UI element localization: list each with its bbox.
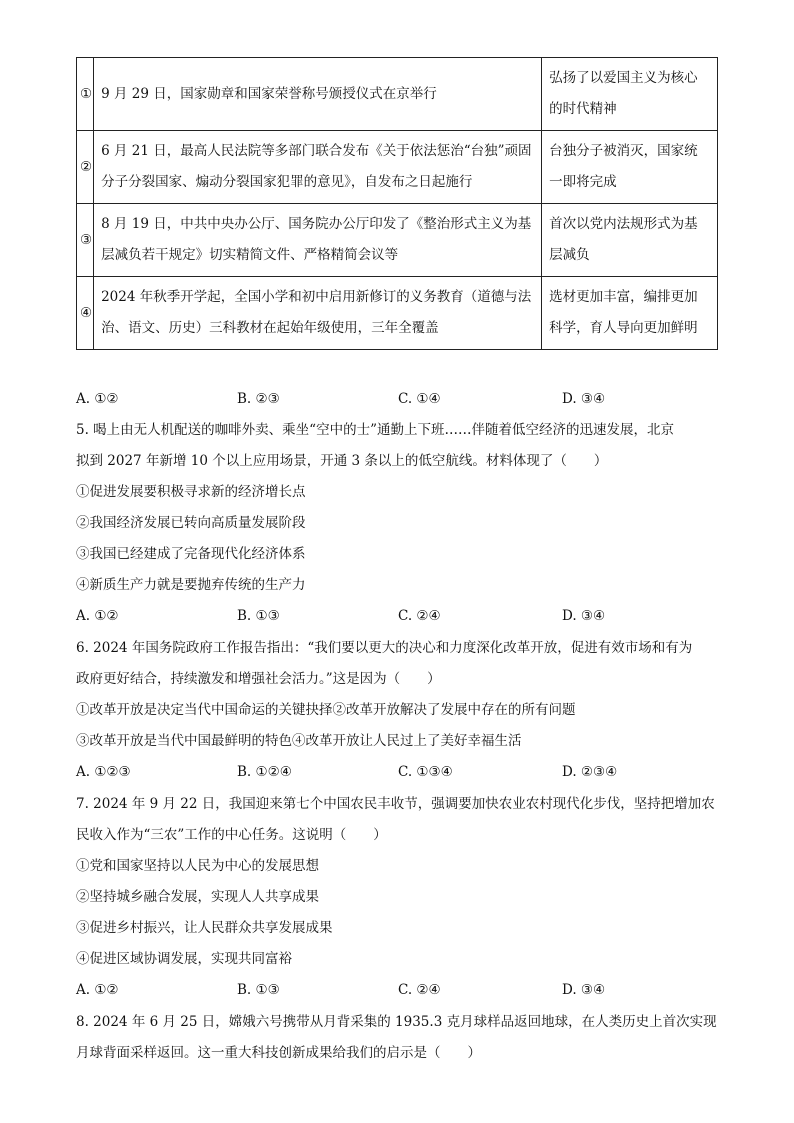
option-d[interactable]: D. ②③④ (562, 764, 618, 780)
question-8-stem: 8. 2024 年 6 月 25 日，嫦娥六号携带从月背采集的 1935.3 克月球样品返回地球，在人类历史上首次实现 (76, 1014, 717, 1030)
row-number: ① (77, 58, 94, 131)
q4-options (76, 389, 718, 409)
q6-item-1: ①改革开放是决定当代中国命运的关键抉择②改革开放解决了发展中存在的所有问题 (76, 702, 576, 718)
meaning-cell: 选材更加丰富，编排更加科学，育人导向更加鲜明 (542, 277, 718, 350)
q5-item-2: ②我国经济发展已转向高质量发展阶段 (76, 515, 306, 531)
meaning-cell: 台独分子被消灭，国家统一即将完成 (542, 131, 718, 204)
meaning-cell: 弘扬了以爱国主义为核心的时代精神 (542, 58, 718, 131)
option-a[interactable]: A. ①② (76, 391, 119, 407)
question-6-stem-cont: 政府更好结合，持续激发和增强社会活力。”这是因为（ ） (76, 671, 441, 687)
question-6-stem: 6. 2024 年国务院政府工作报告指出：“我们要以更大的决心和力度深化改革开放，促进有效市场和有为 (76, 640, 693, 656)
question-5-stem-cont: 拟到 2027 年新增 10 个以上应用场景，开通 3 条以上的低空航线。材料体现了（ ） (76, 453, 608, 469)
question-8-stem-cont: 月球背面采样返回。这一重大科技创新成果给我们的启示是（ ） (76, 1045, 481, 1061)
event-table (76, 57, 718, 350)
option-b[interactable]: B. ①③ (237, 982, 280, 998)
event-cell: 8 月 19 日，中共中央办公厅、国务院办公厅印发了《整治形式主义为基层减负若干规定》切实精简文件、严格精简会议等 (94, 204, 542, 277)
table-row (77, 277, 718, 350)
option-d[interactable]: D. ③④ (562, 608, 606, 624)
row-number: ④ (77, 277, 94, 350)
option-d[interactable]: D. ③④ (562, 391, 606, 407)
q5-item-1: ①促进发展要积极寻求新的经济增长点 (76, 484, 306, 500)
option-c[interactable]: C. ②④ (398, 982, 441, 998)
q6-options (76, 762, 718, 782)
question-7-stem: 7. 2024 年 9 月 22 日，我国迎来第七个中国农民丰收节，强调要加快农业农村现代化步伐，坚持把增加农 (76, 796, 715, 812)
q5-item-4: ④新质生产力就是要抛弃传统的生产力 (76, 577, 306, 593)
option-b[interactable]: B. ①③ (237, 608, 280, 624)
option-a[interactable]: A. ①② (76, 982, 119, 998)
option-c[interactable]: C. ①③④ (398, 764, 453, 780)
option-d[interactable]: D. ③④ (562, 982, 606, 998)
option-c[interactable]: C. ①④ (398, 391, 441, 407)
option-b[interactable]: B. ②③ (237, 391, 280, 407)
q7-item-2: ②坚持城乡融合发展，实现人人共享成果 (76, 889, 319, 905)
q7-options (76, 980, 718, 1000)
meaning-cell: 首次以党内法规形式为基层减负 (542, 204, 718, 277)
event-cell: 6 月 21 日，最高人民法院等多部门联合发布《关于依法惩治“台独”顽固分子分裂国家、煽动分裂国家犯罪的意见》，自发布之日起施行 (94, 131, 542, 204)
table-row (77, 131, 718, 204)
question-7-stem-cont: 民收入作为“三农”工作的中心任务。这说明（ ） (76, 827, 387, 843)
option-a[interactable]: A. ①②③ (76, 764, 131, 780)
q6-item-2: ③改革开放是当代中国最鲜明的特色④改革开放让人民过上了美好幸福生活 (76, 733, 522, 749)
question-5-stem: 5. 喝上由无人机配送的咖啡外卖、乘坐“空中的士”通勤上下班……伴随着低空经济的迅速发展，北京 (76, 422, 674, 438)
table-row (77, 204, 718, 277)
row-number: ③ (77, 204, 94, 277)
q7-item-3: ③促进乡村振兴，让人民群众共享发展成果 (76, 920, 333, 936)
option-a[interactable]: A. ①② (76, 608, 119, 624)
event-cell: 2024 年秋季开学起，全国小学和初中启用新修订的义务教育（道德与法治、语文、历史）三科教材在起始年级使用，三年全覆盖 (94, 277, 542, 350)
q7-item-1: ①党和国家坚持以人民为中心的发展思想 (76, 858, 319, 874)
event-cell: 9 月 29 日，国家勋章和国家荣誉称号颁授仪式在京举行 (94, 58, 542, 131)
q5-options (76, 606, 718, 626)
table-row (77, 58, 718, 131)
row-number: ② (77, 131, 94, 204)
q5-item-3: ③我国已经建成了完备现代化经济体系 (76, 546, 306, 562)
option-c[interactable]: C. ②④ (398, 608, 441, 624)
q7-item-4: ④促进区域协调发展，实现共同富裕 (76, 951, 292, 967)
option-b[interactable]: B. ①②④ (237, 764, 292, 780)
